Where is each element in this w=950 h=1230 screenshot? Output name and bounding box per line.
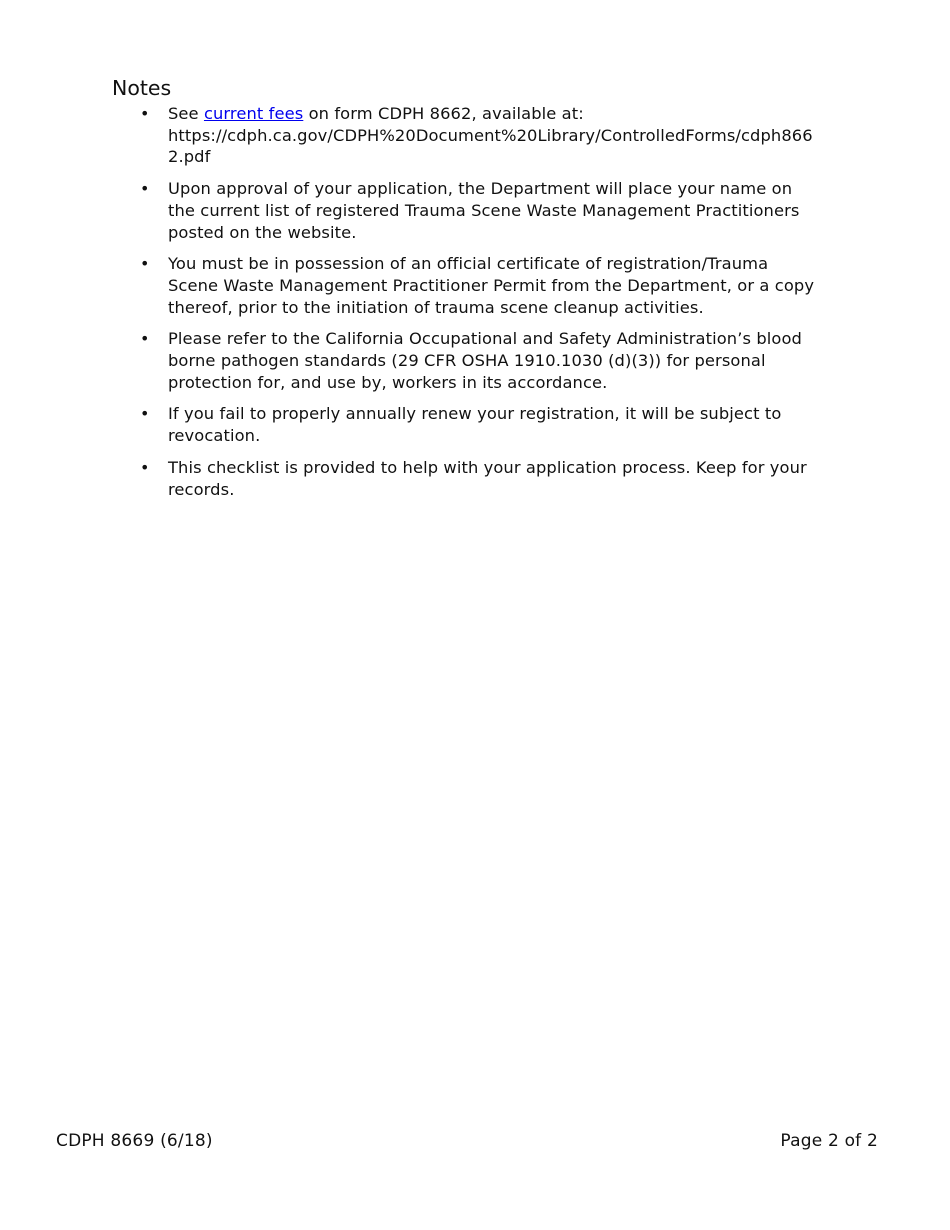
note-fees-prefix: See (168, 104, 204, 123)
notes-heading: Notes (112, 76, 172, 100)
note-item-fees (140, 103, 820, 168)
page-number: Page 2 of 2 (780, 1131, 878, 1151)
bullet-icon: • (140, 329, 150, 349)
note-item-certificate (140, 253, 820, 318)
note-approval-text: Upon approval of your application, the Department will place your name on the current list of registered Trauma Scene Waste Management Practitioners posted on the website. (168, 179, 800, 242)
fees-form-url: https://cdph.ca.gov/CDPH%20Document%20Library/ControlledForms/cdph8662.pdf (168, 125, 813, 167)
note-pathogen-text: Please refer to the California Occupational and Safety Administration’s blood borne pathogen standards (29 CFR OSHA 1910.1030 (d)(3)) for personal protection for, and use by, workers in its accordance. (168, 329, 802, 392)
form-identifier: CDPH 8669 (6/18) (56, 1131, 213, 1151)
current-fees-link[interactable]: current fees (203, 104, 304, 123)
note-checklist-text: This checklist is provided to help with your application process. Keep for your records. (168, 457, 807, 499)
note-renewal-text: If you fail to properly annually renew your registration, it will be subject to revocation. (168, 404, 782, 446)
note-fees-suffix: on form CDPH 8662, available at: (303, 104, 584, 123)
bullet-icon: • (140, 457, 150, 477)
note-item-approval (140, 178, 820, 243)
notes-list (140, 103, 820, 510)
bullet-icon: • (140, 404, 150, 424)
bullet-icon: • (140, 104, 150, 123)
note-certificate-text: You must be in possession of an official certificate of registration/Trauma Scene Waste Management Practitioner Permit from the Department, or a copy thereof, prior to the initiation of trauma scene cleanup activities. (168, 254, 815, 317)
note-item-checklist (140, 457, 820, 500)
bullet-icon: • (140, 254, 150, 274)
note-item-renewal (140, 403, 820, 446)
bullet-icon: • (140, 179, 150, 199)
note-item-pathogen-standards (140, 328, 820, 393)
